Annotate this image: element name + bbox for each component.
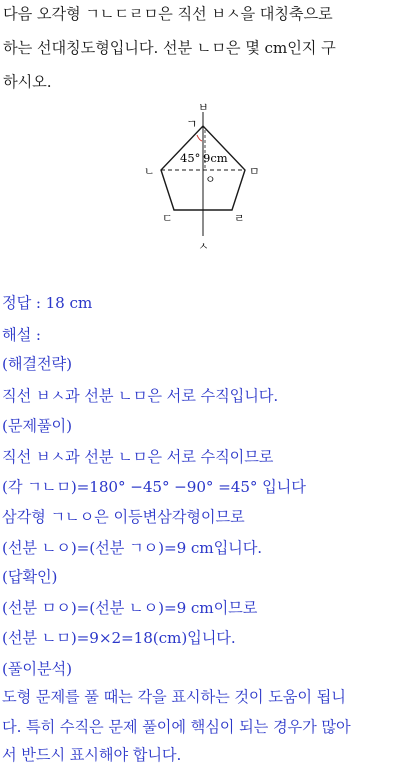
strategy-text: 직선 ㅂㅅ과 선분 ㄴㅁ은 서로 수직입니다. (2, 387, 279, 405)
label-vertex-r: ㄹ (234, 212, 245, 225)
solving-line-4: (선분 ㄴㅇ)=(선분 ㄱㅇ)=9 cm입니다. (2, 539, 263, 557)
explanation-heading: 해설 : (2, 326, 41, 344)
analysis-line-2: 다. 특히 수직은 문제 풀이에 핵심이 되는 경우가 많아 (2, 718, 351, 736)
label-vertex-g: ㄱ (186, 117, 198, 131)
check-heading: (답확인) (2, 568, 58, 586)
label-angle: 45° (180, 151, 201, 165)
solving-line-1: 직선 ㅂㅅ과 선분 ㄴㅁ은 서로 수직이므로 (2, 448, 274, 466)
label-axis-top: ㅂ (198, 101, 209, 114)
label-center: ㅇ (205, 173, 216, 186)
solving-line-2: (각 ㄱㄴㅁ)=180° −45° −90° =45° 입니다 (2, 478, 306, 496)
label-vertex-n: ㄴ (144, 165, 155, 178)
solving-heading: (문제풀이) (2, 417, 72, 435)
label-vertex-d: ㄷ (162, 212, 173, 225)
pentagon-figure (0, 0, 400, 260)
answer-line: 정답 : 18 cm (2, 294, 93, 312)
analysis-line-1: 도형 문제를 풀 때는 각을 표시하는 것이 도움이 됩니 (2, 688, 346, 706)
label-vertex-m: ㅁ (249, 165, 260, 178)
solving-line-3: 삼각형 ㄱㄴㅇ은 이등변삼각형이므로 (2, 508, 245, 526)
label-axis-bottom: ㅅ (198, 240, 209, 253)
analysis-heading: (풀이분석) (2, 660, 72, 678)
analysis-line-3: 서 반드시 표시해야 합니다. (2, 746, 182, 764)
check-line-2: (선분 ㄴㅁ)=9×2=18(cm)입니다. (2, 629, 236, 647)
question-line-1: 다음 오각형 ㄱㄴㄷㄹㅁ은 직선 ㅂㅅ을 대칭축으로 (3, 5, 333, 23)
question-line-2: 하는 선대칭도형입니다. 선분 ㄴㅁ은 몇 cm인지 구 (3, 39, 336, 57)
question-line-3: 하시오. (3, 73, 52, 91)
check-line-1: (선분 ㅁㅇ)=(선분 ㄴㅇ)=9 cm이므로 (2, 599, 258, 617)
angle-mark (197, 135, 202, 141)
label-length: 9cm (203, 151, 228, 165)
strategy-heading: (해결전략) (2, 355, 72, 373)
